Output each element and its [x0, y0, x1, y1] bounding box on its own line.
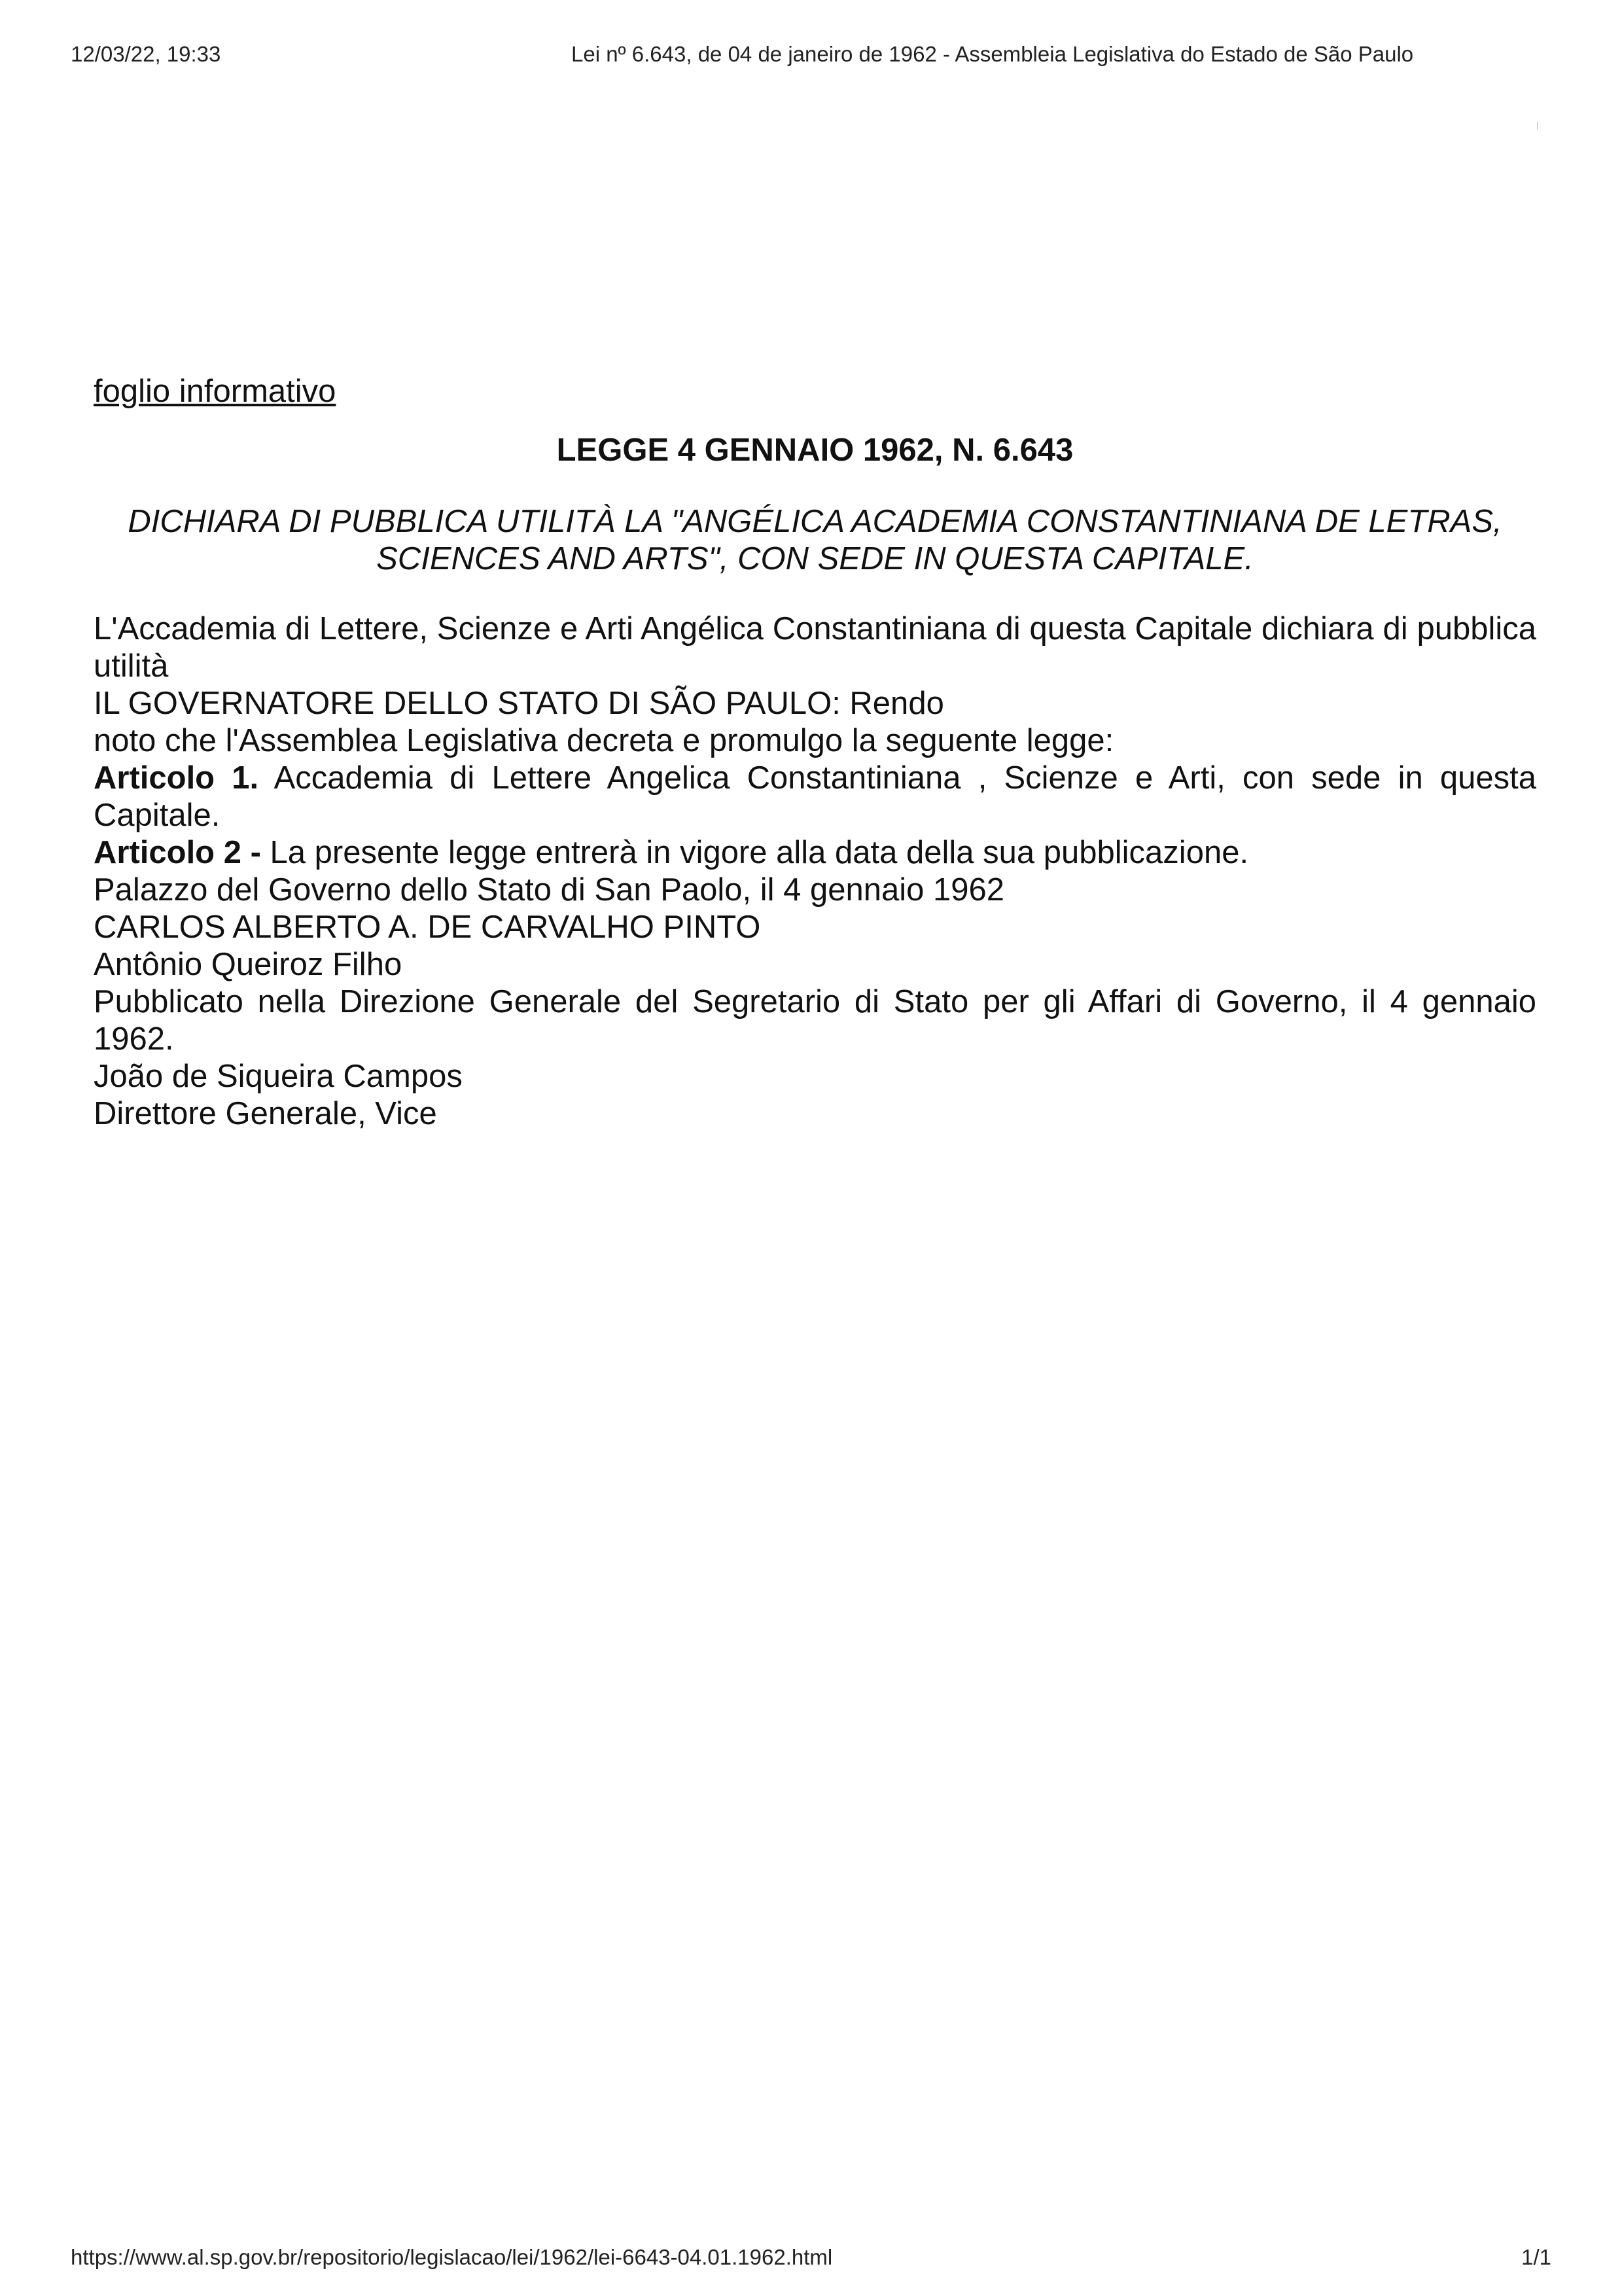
article-2-text: La presente legge entrerà in vigore alla data della sua pubblicazione.	[260, 835, 1249, 870]
article-2	[94, 834, 1536, 872]
signatory-governor: CARLOS ALBERTO A. DE CARVALHO PINTO	[94, 910, 761, 945]
article-2-label: Articolo 2 -	[94, 835, 261, 870]
law-text	[94, 610, 1536, 1133]
signatory-second: Antônio Queiroz Filho	[94, 947, 402, 982]
print-url: https://www.al.sp.gov.br/repositorio/legislacao/lei/1962/lei-6643-04.01.1962.html	[71, 2245, 833, 2269]
signatory-director: João de Siqueira Campos	[94, 1059, 463, 1094]
print-footer	[71, 2241, 1551, 2274]
article-1	[94, 760, 1536, 834]
promulgation-line: noto che l'Assemblea Legislativa decreta e promulgo la seguente legge:	[94, 723, 1114, 758]
publication-line: Pubblicato nella Direzione Generale del Segretario di Stato per gli Affari di Governo, il 4 gennaio 1962.	[94, 984, 1536, 1057]
print-page-title: Lei nº 6.643, de 04 de janeiro de 1962 - Assembleia Legislativa do Estado de São Paulo	[571, 42, 1414, 66]
law-title: LEGGE 4 GENNAIO 1962, N. 6.643	[556, 433, 1074, 468]
print-header	[71, 38, 1551, 71]
law-subtitle: DICHIARA DI PUBBLICA UTILITÀ LA "ANGÉLICA ACADEMIA CONSTANTINIANA DE LETRAS, SCIENCES AND ARTS", CON SEDE IN QUESTA CAPITALE.	[128, 504, 1502, 576]
governor-line: IL GOVERNATORE DELLO STATO DI SÃO PAULO: Rendo	[94, 686, 944, 721]
place-date-line: Palazzo del Governo dello Stato di San Paolo, il 4 gennaio 1962	[94, 872, 1005, 908]
article-1-label: Articolo 1.	[94, 760, 259, 796]
info-sheet-link[interactable]: foglio informativo	[94, 374, 336, 409]
print-page-number: 1/1	[1521, 2245, 1551, 2269]
print-datetime: 12/03/22, 19:33	[71, 42, 221, 66]
page-tick-mark	[1537, 122, 1538, 130]
article-1-text: Accademia di Lettere Angelica Constantiniana , Scienze e Arti, con sede in questa Capitale.	[94, 760, 1537, 833]
intro-paragraph: L'Accademia di Lettere, Scienze e Arti Angélica Constantiniana di questa Capitale dichiara di pubblica utilità	[94, 611, 1536, 684]
director-title: Direttore Generale, Vice	[94, 1096, 437, 1131]
document-body	[94, 373, 1536, 1133]
